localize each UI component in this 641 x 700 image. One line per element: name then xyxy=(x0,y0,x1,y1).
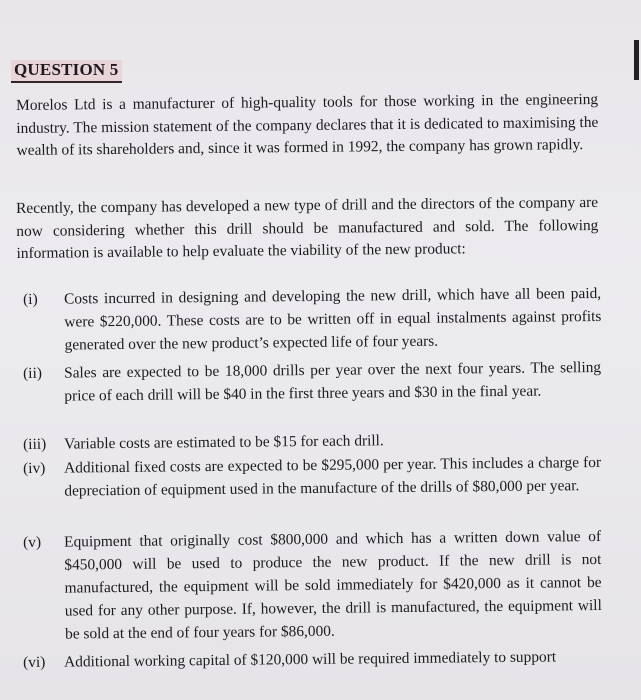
item-number: (iv) xyxy=(23,459,46,477)
item-text: Sales are expected to be 18,000 drills per year over the next four years. The selling price of each drill will be $40 in the first three years and $30 in the final year. xyxy=(64,358,602,405)
item-number: (iii) xyxy=(23,435,47,453)
list-item xyxy=(23,356,601,408)
item-number: (v) xyxy=(23,533,42,551)
item-text: Additional fixed costs are expected to be $295,000 per year. This includes a charge for depreciation of equipment used in the manufacture of the drills of $80,000 per year. xyxy=(64,453,602,500)
item-text: Costs incurred in designing and developing the new drill, which have all been paid, were $220,000. These costs are to be written off in equal instalments against profits generated over the new product’s expected life of four years. xyxy=(64,284,602,354)
list-item xyxy=(23,451,601,503)
item-number: (i) xyxy=(23,290,38,308)
item-text: Variable costs are estimated to be $15 for each drill. xyxy=(64,432,384,453)
paragraph-context: Recently, the company has developed a new type of drill and the directors of the company are now considering whether this drill should be manufactured and sold. The following information is available to help evaluate the viability of the new product: xyxy=(16,193,599,262)
question-title: QUESTION 5 xyxy=(11,60,122,83)
item-text: Additional working capital of $120,000 will be required immediately to support xyxy=(64,648,557,671)
item-number: (ii) xyxy=(23,364,43,382)
list-item xyxy=(23,525,602,646)
item-number: (vi) xyxy=(23,653,46,671)
page-edge-mark xyxy=(634,40,639,80)
list-item xyxy=(23,282,602,357)
item-text: Equipment that originally cost $800,000 and which has a written down value of $450,000 will be used to produce the new product. If the new drill is not manufactured, the equipment will be sold immediately for $420,000 as it cannot be used for any other purpose. If, however, the drill is manufactured, the equipment will be sold at the end of four years for $86,000. xyxy=(64,527,602,643)
list-item xyxy=(23,645,601,674)
paragraph-intro: Morelos Ltd is a manufacturer of high-quality tools for those working in the engineering industry. The mission statement of the company declares that it is dedicated to maximising the wealth of its shareholders and, since it was formed in 1992, the company has grown rapidly. xyxy=(16,90,599,159)
